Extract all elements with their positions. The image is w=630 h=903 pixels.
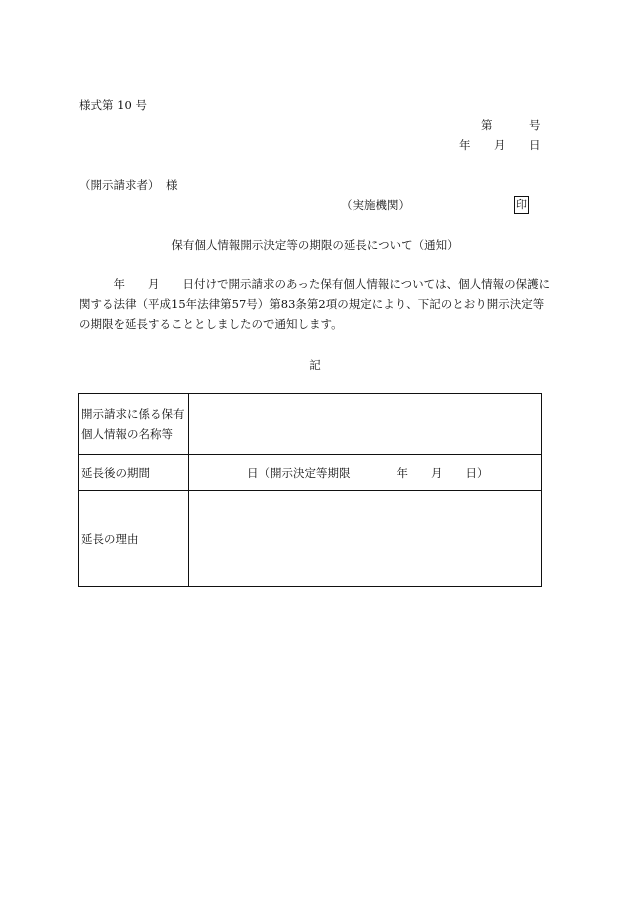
table-row [79, 394, 542, 455]
row-value-info-name [189, 394, 542, 455]
row-label-extended-period: 延長後の期間 [79, 455, 189, 491]
document-title: 保有個人情報開示決定等の期限の延長について（通知） [171, 238, 459, 252]
table-row [79, 455, 542, 491]
seal-stamp: 印 [514, 196, 529, 214]
row-value-extended-period: 日（開示決定等期限 年 月 日） [189, 455, 542, 491]
document-number-prefix: 第 [481, 118, 493, 132]
extension-table [78, 393, 542, 587]
date-month-label: 月 [494, 138, 506, 152]
row-value-reason [189, 491, 542, 587]
document-number-suffix: 号 [529, 118, 541, 132]
addressee-honorific: 様 [166, 178, 178, 192]
addressee-name: （開示請求者） [79, 178, 160, 192]
date-year-label: 年 [459, 138, 471, 152]
form-number: 様式第 10 号 [79, 98, 147, 112]
row-label-reason: 延長の理由 [79, 491, 189, 587]
issuer-name: （実施機関） [341, 198, 410, 212]
notice-body: 年 月 日付けで開示請求のあった保有個人情報については、個人情報の保護に関する法律（平成15年法律第57号）第83条第2項の規定により、下記のとおり開示決定等の期限を延長することとしましたので通知します。 [79, 277, 551, 331]
row-label-info-name: 開示請求に係る保有個人情報の名称等 [79, 394, 189, 455]
date-day-label: 日 [529, 138, 541, 152]
table-row [79, 491, 542, 587]
ki-heading: 記 [309, 358, 321, 372]
